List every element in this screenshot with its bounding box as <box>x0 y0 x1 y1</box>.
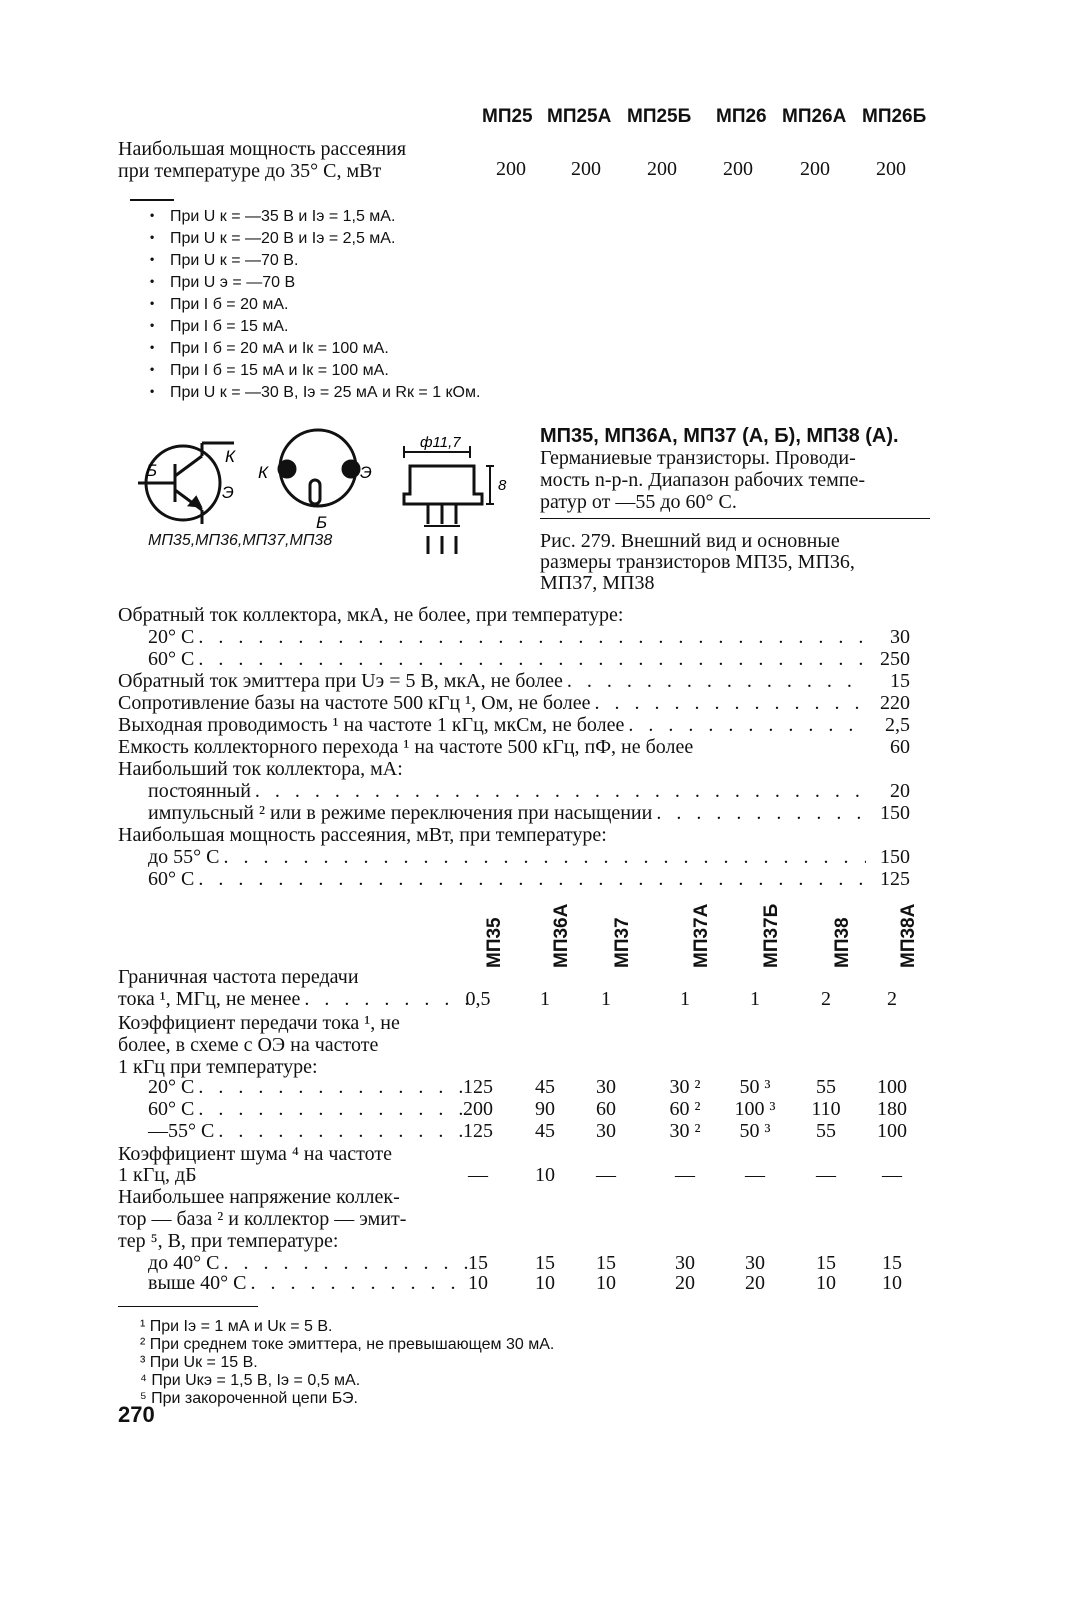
top-value-5: 200 <box>876 158 906 180</box>
matrix-cell: 30 <box>675 1252 695 1274</box>
fig-caption-line-0: Рис. 279. Внешний вид и основные <box>540 530 840 552</box>
top-footnote-rest: б = 20 мА и Iк = 100 мА. <box>212 340 389 357</box>
param-row-10 <box>118 824 910 846</box>
matrix-cell: 10 <box>468 1272 488 1294</box>
matrix-cell: 45 <box>535 1120 555 1142</box>
matrix-cell: 110 <box>811 1098 841 1120</box>
footnote-mark-4: • <box>150 296 155 310</box>
top-footnote-4 <box>170 296 288 314</box>
param-row-1 <box>118 626 910 648</box>
label-base: Б <box>146 461 158 480</box>
param-dots <box>594 692 866 714</box>
top-row-label-2: при температуре до 35° С, мВт <box>118 160 382 182</box>
param-label: импульсный ² или в режиме переключения при насыщении <box>148 802 653 824</box>
matrix-cell: 30 ² <box>669 1076 701 1098</box>
matrix-label-text: Граничная частота передачи <box>118 966 359 988</box>
param-dots <box>198 648 866 670</box>
matrix-label-text: более, в схеме с ОЭ на частоте <box>118 1034 379 1056</box>
top-footnote-1 <box>170 230 395 248</box>
top-value-2: 200 <box>647 158 677 180</box>
matrix-cell: 100 <box>877 1120 907 1142</box>
bottom-footnote-3: ⁴ При Uкэ = 1,5 В, Iэ = 0,5 мА. <box>140 1372 361 1389</box>
param-value <box>870 604 910 626</box>
column-header-0: МП35 <box>484 917 505 968</box>
param-dots <box>656 802 866 824</box>
top-footnote-text: При U <box>170 274 216 291</box>
matrix-cell: 90 <box>535 1098 555 1120</box>
top-footnote-text: При U <box>170 252 216 269</box>
param-row-5 <box>118 714 910 736</box>
matrix-row-label <box>118 1012 468 1034</box>
matrix-cell: 30 ² <box>669 1120 701 1142</box>
matrix-cell: 10 <box>596 1272 616 1294</box>
param-row-8 <box>118 780 910 802</box>
transistor-symbol <box>138 443 234 524</box>
top-header-2: МП25Б <box>627 106 692 127</box>
matrix-label-text: Коэффициент шума ⁴ на частоте <box>118 1143 393 1165</box>
matrix-row-label <box>118 1143 468 1165</box>
matrix-cell: 2 <box>887 988 897 1010</box>
matrix-dots <box>224 1252 468 1274</box>
matrix-row-label <box>118 1208 468 1230</box>
param-dots <box>255 780 866 802</box>
top-header-1: МП25А <box>547 106 612 127</box>
matrix-cell: 45 <box>535 1076 555 1098</box>
matrix-cell: — <box>596 1164 616 1186</box>
footnote-mark-0: • <box>150 208 155 222</box>
top-footnote-text: При I <box>170 296 209 313</box>
footnote-mark-5: • <box>150 318 155 332</box>
matrix-dots <box>218 1120 468 1142</box>
matrix-cell: 15 <box>535 1252 555 1274</box>
param-label: 60° С <box>148 648 195 670</box>
top-footnote-rest: к = —20 В и Iэ = 2,5 мА. <box>219 230 396 247</box>
matrix-label-text: 20° С <box>148 1076 195 1098</box>
param-label: постоянный <box>148 780 251 802</box>
matrix-cell: 10 <box>535 1272 555 1294</box>
param-dots <box>224 846 866 868</box>
param-dots <box>198 868 866 890</box>
column-header-1: МП36А <box>551 903 572 968</box>
matrix-cell: 15 <box>468 1252 488 1274</box>
param-row-6 <box>118 736 910 758</box>
series-desc-line-1: мость n-p-n. Диапазон рабочих темпе- <box>540 469 866 491</box>
param-value <box>870 758 910 780</box>
matrix-cell: 50 ³ <box>739 1076 771 1098</box>
param-dots <box>567 670 866 692</box>
page-number: 270 <box>118 1402 155 1427</box>
param-value: 220 <box>880 692 910 714</box>
matrix-row-label <box>118 1056 468 1078</box>
top-footnote-8 <box>170 384 480 402</box>
matrix-dots <box>198 1098 468 1120</box>
footnote-mark-7: • <box>150 362 155 376</box>
top-header-0: МП25 <box>482 106 533 127</box>
param-label: Выходная проводимость ¹ на частоте 1 кГц, мкСм, не более <box>118 714 625 736</box>
matrix-row-label <box>118 966 468 988</box>
param-value: 150 <box>880 846 910 868</box>
footnote-mark-8: • <box>150 384 155 398</box>
top-header-5: МП26Б <box>862 106 927 127</box>
matrix-row-label <box>118 1230 468 1252</box>
param-value: 250 <box>880 648 910 670</box>
top-footnote-2 <box>170 252 298 270</box>
param-value: 2,5 <box>885 714 910 736</box>
matrix-cell: 60 <box>596 1098 616 1120</box>
param-row-9 <box>118 802 910 824</box>
matrix-cell: 10 <box>816 1272 836 1294</box>
matrix-cell: 30 <box>596 1120 616 1142</box>
matrix-label-text: тока ¹, МГц, не менее <box>118 988 301 1010</box>
matrix-cell: 20 <box>745 1272 765 1294</box>
top-value-4: 200 <box>800 158 830 180</box>
param-row-11 <box>118 846 910 868</box>
matrix-label-text: —55° С <box>148 1120 215 1142</box>
top-footnote-6 <box>170 340 389 358</box>
fig-caption-line-1: размеры транзисторов МП35, МП36, <box>540 551 855 573</box>
matrix-label-text: тор — база ² и коллектор — эмит- <box>118 1208 407 1230</box>
series-desc-line-2: ратур от —55 до 60° С. <box>540 491 737 513</box>
matrix-row-label <box>118 988 468 1010</box>
param-label: Наибольший ток коллектора, мА: <box>118 758 403 780</box>
matrix-cell: 15 <box>882 1252 902 1274</box>
matrix-label-text: Наибольшее напряжение коллек- <box>118 1186 400 1208</box>
param-value: 125 <box>880 868 910 890</box>
matrix-cell: 2 <box>821 988 831 1010</box>
matrix-row-label <box>118 1272 468 1294</box>
top-footnote-rest: э = —70 В <box>219 274 296 291</box>
matrix-cell: 10 <box>882 1272 902 1294</box>
matrix-label-text: 1 кГц, дБ <box>118 1164 197 1186</box>
matrix-cell: 125 <box>463 1076 493 1098</box>
column-header-5: МП38 <box>832 917 853 968</box>
matrix-cell: 1 <box>601 988 611 1010</box>
top-row-label-1: Наибольшая мощность рассеяния <box>118 138 407 160</box>
matrix-cell: 10 <box>535 1164 555 1186</box>
matrix-cell: 55 <box>816 1120 836 1142</box>
matrix-row-label <box>118 1076 468 1098</box>
param-row-7 <box>118 758 910 780</box>
matrix-dots <box>251 1272 469 1294</box>
matrix-label-text: Коэффициент передачи тока ¹, не <box>118 1012 400 1034</box>
footnote-mark-3: • <box>150 274 155 288</box>
top-footnote-rest: к = —70 В. <box>219 252 299 269</box>
param-dots <box>198 626 866 648</box>
param-label: Обратный ток коллектора, мкА, не более, при температуре: <box>118 604 624 626</box>
matrix-cell: 100 ³ <box>734 1098 776 1120</box>
bottom-footnote-0: ¹ При Iэ = 1 мА и Uк = 5 В. <box>140 1318 333 1335</box>
dim-diameter: ф11,7 <box>420 434 461 451</box>
param-value: 30 <box>890 626 910 648</box>
top-footnote-3 <box>170 274 295 292</box>
matrix-cell: — <box>745 1164 765 1186</box>
column-header-4: МП37Б <box>761 903 782 968</box>
param-row-3 <box>118 670 910 692</box>
series-desc-line-0: Германиевые транзисторы. Проводи- <box>540 447 856 469</box>
matrix-cell: 125 <box>463 1120 493 1142</box>
pin-e: Э <box>360 463 372 482</box>
footnote-mark-2: • <box>150 252 155 266</box>
top-footnote-text: При U <box>170 208 216 225</box>
top-header-4: МП26А <box>782 106 847 127</box>
param-label: Обратный ток эмиттера при Uэ = 5 В, мкА, не более <box>118 670 563 692</box>
top-value-0: 200 <box>496 158 526 180</box>
matrix-cell: — <box>468 1164 488 1186</box>
column-header-6: МП38А <box>898 903 919 968</box>
matrix-row-label <box>118 1120 468 1142</box>
matrix-cell: 20 <box>675 1272 695 1294</box>
matrix-dots <box>304 988 468 1010</box>
top-value-3: 200 <box>723 158 753 180</box>
matrix-cell: 30 <box>745 1252 765 1274</box>
footnote-mark-1: • <box>150 230 155 244</box>
matrix-cell: 1 <box>540 988 550 1010</box>
matrix-cell: — <box>816 1164 836 1186</box>
label-collector: К <box>225 447 236 466</box>
column-header-2: МП37 <box>612 917 633 968</box>
matrix-cell: 30 <box>596 1076 616 1098</box>
param-value <box>870 824 910 846</box>
diagram-caption: МП35,МП36,МП37,МП38 <box>148 532 333 549</box>
top-footnote-text: При U <box>170 384 216 401</box>
matrix-label-text: 1 кГц при температуре: <box>118 1056 318 1078</box>
matrix-row-label <box>118 1034 468 1056</box>
bottom-footnote-1: ² При среднем токе эмиттера, не превышающем 30 мА. <box>140 1336 555 1353</box>
top-value-1: 200 <box>571 158 601 180</box>
param-label: 60° С <box>148 868 195 890</box>
param-row-2 <box>118 648 910 670</box>
param-row-12 <box>118 868 910 890</box>
top-header-3: МП26 <box>716 106 767 127</box>
top-footnote-text: При U <box>170 230 216 247</box>
param-value: 150 <box>880 802 910 824</box>
matrix-cell: 55 <box>816 1076 836 1098</box>
matrix-cell: 200 <box>463 1098 493 1120</box>
top-footnote-rest: б = 15 мА. <box>212 318 289 335</box>
top-footnote-0 <box>170 208 395 226</box>
top-footnote-text: При I <box>170 340 209 357</box>
matrix-row-label <box>118 1164 468 1186</box>
top-footnote-text: При I <box>170 318 209 335</box>
param-row-4 <box>118 692 910 714</box>
footnote-mark-6: • <box>150 340 155 354</box>
matrix-cell: 1 <box>680 988 690 1010</box>
top-footnote-7 <box>170 362 389 380</box>
param-row-0 <box>118 604 910 626</box>
param-value: 60 <box>890 736 910 758</box>
matrix-cell: 100 <box>877 1076 907 1098</box>
matrix-cell: 1 <box>750 988 760 1010</box>
column-header-3: МП37А <box>691 903 712 968</box>
series-heading: МП35, МП36А, МП37 (А, Б), МП38 (А). <box>540 425 899 447</box>
param-label: Наибольшая мощность рассеяния, мВт, при температуре: <box>118 824 607 846</box>
param-value: 20 <box>890 780 910 802</box>
matrix-cell: 0,5 <box>465 988 491 1010</box>
dim-height: 8 <box>498 477 507 494</box>
matrix-label-text: 60° С <box>148 1098 195 1120</box>
matrix-dots <box>198 1076 468 1098</box>
matrix-label-text: до 40° С <box>148 1252 220 1274</box>
fig-caption-line-2: МП37, МП38 <box>540 572 655 594</box>
pin-b: Б <box>316 513 328 532</box>
matrix-cell: — <box>675 1164 695 1186</box>
matrix-label-text: выше 40° С <box>148 1272 247 1294</box>
matrix-cell: — <box>882 1164 902 1186</box>
bottom-footnote-4: ⁵ При закороченной цепи БЭ. <box>140 1390 358 1407</box>
matrix-cell: 60 ² <box>669 1098 701 1120</box>
matrix-label-text: тер ⁵, В, при температуре: <box>118 1230 339 1252</box>
matrix-cell: 180 <box>877 1098 907 1120</box>
footnote-rule-bottom <box>118 1306 258 1307</box>
param-label: 20° С <box>148 626 195 648</box>
matrix-row-label <box>118 1098 468 1120</box>
matrix-cell: 50 ³ <box>739 1120 771 1142</box>
pin-k: К <box>258 463 269 482</box>
matrix-row-label <box>118 1186 468 1208</box>
top-footnote-rest: к = —35 В и Iэ = 1,5 мА. <box>219 208 396 225</box>
label-emitter: Э <box>222 483 234 502</box>
top-footnote-rest: б = 20 мА. <box>212 296 289 313</box>
matrix-row-label <box>118 1252 468 1274</box>
matrix-cell: 15 <box>816 1252 836 1274</box>
param-label: Емкость коллекторного перехода ¹ на частоте 500 кГц, пФ, не более <box>118 736 694 758</box>
param-dots <box>628 714 866 736</box>
top-footnote-rest: б = 15 мА и Iк = 100 мА. <box>212 362 389 379</box>
bottom-footnote-2: ³ При Uк = 15 В. <box>140 1354 258 1371</box>
param-label: Сопротивление базы на частоте 500 кГц ¹, Ом, не более <box>118 692 591 714</box>
param-value: 15 <box>890 670 910 692</box>
top-footnote-5 <box>170 318 288 336</box>
param-label: до 55° С <box>148 846 220 868</box>
top-footnote-text: При I <box>170 362 209 379</box>
matrix-cell: 15 <box>596 1252 616 1274</box>
top-footnote-rest: к = —30 В, Iэ = 25 мА и Rк = 1 кОм. <box>219 384 481 401</box>
case-drawing <box>394 428 524 558</box>
pinout-view <box>279 430 359 506</box>
caption-rule <box>540 518 930 519</box>
footnote-rule-top <box>130 199 174 201</box>
